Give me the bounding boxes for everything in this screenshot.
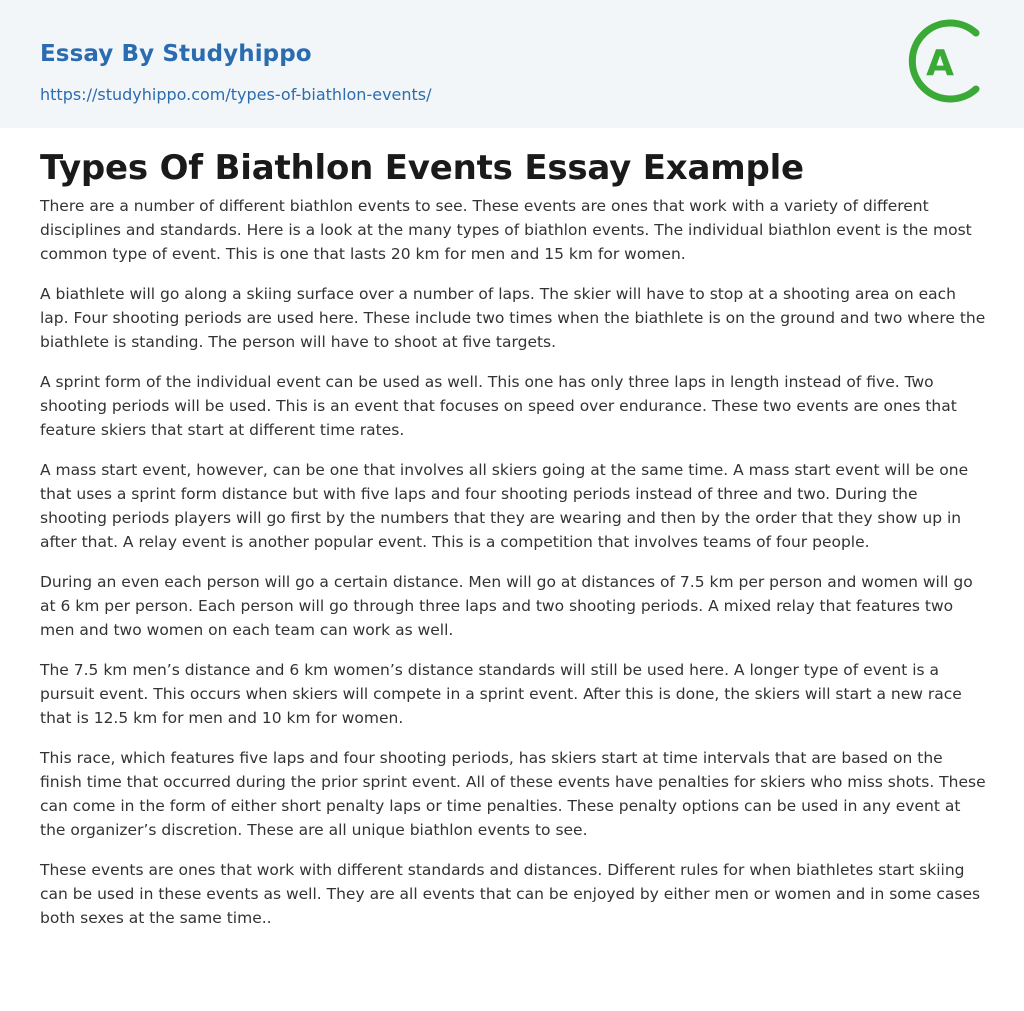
essay-paragraph: The 7.5 km men’s distance and 6 km women’s distance standards will still be used here. A longer type of event is a pursuit event. This occurs when skiers will compete in a sprint event. After this is done, the skiers will start a new race that is 12.5 km for men and 10 km for women. xyxy=(40,661,962,727)
page-url-link[interactable]: https://studyhippo.com/types-of-biathlon-events/ xyxy=(40,85,432,104)
brand-title[interactable]: Essay By Studyhippo xyxy=(40,41,312,67)
essay-content xyxy=(40,128,988,946)
essay-paragraph: During an even each person will go a certain distance. Men will go at distances of 7.5 km per person and women will go at 6 km per person. Each person will go through three laps and two shooting periods. A mixed relay that features two men and two women on each team can work as well. xyxy=(40,573,973,639)
logo-letter: A xyxy=(926,43,954,84)
essay-paragraph: These events are ones that work with different standards and distances. Different rules for when biathletes start skiing can be used in these events as well. They are all events that can be enjoyed by either men or women and in some cases both sexes at the same time.. xyxy=(40,861,981,927)
studyhippo-logo-icon[interactable] xyxy=(906,17,994,105)
essay-title: Types Of Biathlon Events Essay Example xyxy=(40,148,804,188)
site-header xyxy=(0,0,1024,128)
essay-paragraph: A mass start event, however, can be one that involves all skiers going at the same time. A mass start event will be one that uses a sprint form distance but with five laps and four shooting periods instead of three and two. During the shooting periods players will go first by the numbers that they are wearing and then by the order that they show up in after that. A relay event is another popular event. This is a competition that involves teams of four people. xyxy=(40,461,969,551)
essay-paragraph: A biathlete will go along a skiing surface over a number of laps. The skier will have to stop at a shooting area on each lap. Four shooting periods are used here. These include two times when the biathlete is on the ground and two where the biathlete is standing. The person will have to shoot at five targets. xyxy=(40,285,986,351)
essay-paragraph: A sprint form of the individual event can be used as well. This one has only three laps in length instead of five. Two shooting periods will be used. This is an event that focuses on speed over endurance. These two events are ones that feature skiers that start at different time rates. xyxy=(40,373,957,439)
essay-paragraph: This race, which features five laps and four shooting periods, has skiers start at time intervals that are based on the finish time that occurred during the prior sprint event. All of these events have penalties for skiers who miss shots. These can come in the form of either short penalty laps or time penalties. These penalty options can be used in any event at the organizer’s discretion. These are all unique biathlon events to see. xyxy=(40,749,986,839)
essay-paragraph: There are a number of different biathlon events to see. These events are ones that work with a variety of different disciplines and standards. Here is a look at the many types of biathlon events. The individual biathlon event is the most common type of event. This is one that lasts 20 km for men and 15 km for women. xyxy=(40,197,972,263)
